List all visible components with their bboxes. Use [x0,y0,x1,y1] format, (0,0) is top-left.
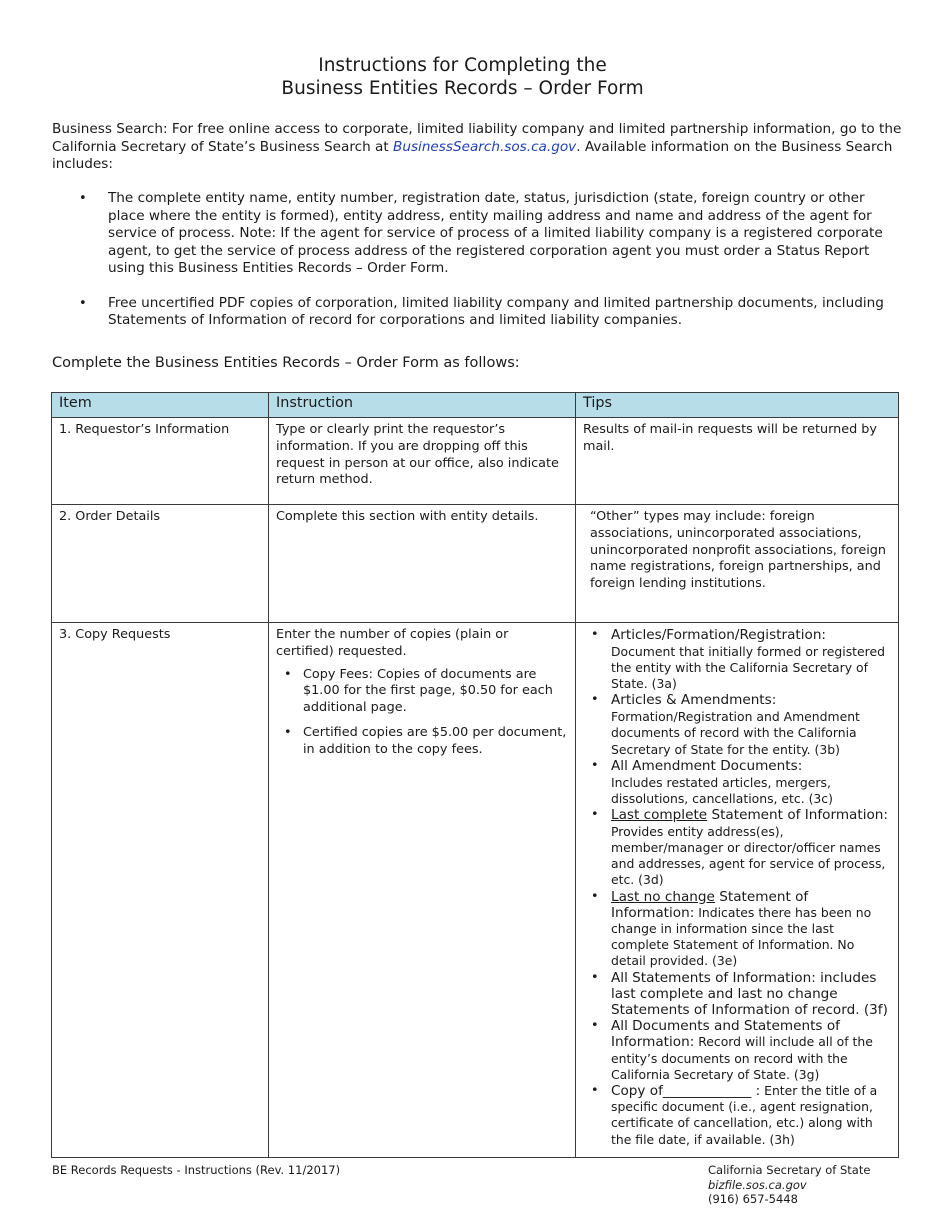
bullet-icon: • [591,1083,599,1099]
list-item [52,295,902,330]
bullet-icon: • [284,666,292,682]
list-item [583,970,891,1019]
tips-cell [576,623,899,1158]
fee-list [276,667,568,759]
bullet-icon: • [79,191,87,206]
item-cell: 1. Requestor’s Information [52,418,269,505]
list-item [583,889,891,970]
bullet-icon: • [591,757,599,773]
instructions-table [51,392,899,1158]
bullet-text: Free uncertified PDF copies of corporation, limited liability company and limited partnership documents, including Statements of Information of record for corporations and limited liability companies. [108,294,884,328]
table-header-row [52,393,899,418]
bullet-icon: • [591,969,599,985]
fee-text: Copy Fees: Copies of documents are $1.00 for the first page, $0.50 for each additional page. [303,666,553,716]
instruction-cell: Type or clearly print the requestor’s information. If you are dropping off this request in person at our office, also indicate return method. [269,418,576,505]
table-lead-text: Complete the Business Entities Records – Order Form as follows: [52,355,520,371]
item-cell: 2. Order Details [52,505,269,623]
tips-cell: “Other” types may include: foreign associations, unincorporated associations, unincorporated nonprofit associations, foreign name registrations, foreign partnerships, and foreign lending institutions. [576,505,899,623]
table-row [52,623,899,1158]
list-item [583,758,891,807]
tip-heading: Copy of_____________ : [611,1083,761,1100]
tips-cell: Results of mail-in requests will be returned by mail. [576,418,899,505]
tip-underlined: Last no change [611,888,715,905]
list-item [583,1018,891,1083]
title-line-2: Business Entities Records – Order Form [281,78,644,99]
instruction-text: Enter the number of copies (plain or certified) requested. [276,627,509,659]
tip-heading: All Amendment Documents: [611,757,803,774]
instruction-cell: Complete this section with entity details. [269,505,576,623]
tip-description: Includes restated articles, mergers, dissolutions, cancellations, etc. (3c) [611,774,833,806]
bullet-icon: • [591,888,599,904]
tip-heading: Articles/Formation/Registration: [611,627,827,643]
list-item [583,807,891,889]
bullet-icon: • [591,807,599,823]
header-tips: Tips [576,393,899,418]
list-item [583,1083,891,1148]
page-title [0,54,925,100]
header-instruction: Instruction [269,393,576,418]
title-line-1: Instructions for Completing the [318,55,607,76]
tip-heading: Articles & Amendments: [611,692,777,709]
table-row [52,505,899,623]
bullet-text: The complete entity name, entity number, registration date, status, jurisdiction (state, foreign country or other place where the entity is formed), entity address, entity mailing address and name and address of the agent for service of process. Note: If the agent for service of process of a limited liability company is a registered corporate agent, to get the service of process address of the registered corporation agent you must order a Status Report using this Business Entities Records – Order Form. [108,190,883,276]
footer-revision: BE Records Requests - Instructions (Rev. 11/2017) [52,1163,341,1177]
bullet-icon: • [79,295,87,311]
business-search-bullets [52,190,902,347]
business-search-link[interactable]: BusinessSearch.sos.ca.gov [393,138,577,155]
list-item [583,692,891,757]
tip-description: Formation/Registration and Amendment documents of record with the California Secretary of State for the entity. (3b) [611,709,860,757]
tip-heading-rest: Statement of Information: [611,888,809,921]
tip-description: Enter the title of a specific document (i.e., agent resignation, certificate of cancellation, etc.) along with the file date, if available. (3h) [611,1083,878,1147]
tip-combined [611,970,891,1019]
tip-heading: All Statements of Information: [611,969,816,986]
header-item: Item [52,393,269,418]
tip-combined [611,1018,891,1083]
tip-heading: All Documents and Statements of Information: [611,1018,840,1051]
bullet-icon: • [591,692,599,708]
tip-heading [611,807,891,824]
bullet-icon: • [591,1018,599,1034]
tip-combined [611,1083,891,1148]
intro-suffix: . Available information on the Business Search includes: [52,138,893,172]
table-row [52,418,899,505]
copy-types-list [583,627,891,1148]
bullet-icon: • [284,724,292,740]
footer-contact [708,1163,870,1207]
tip-underlined: Last complete [611,807,708,824]
item-cell: 3. Copy Requests [52,623,269,1158]
fee-text: Certified copies are $5.00 per document, in addition to the copy fees. [303,724,567,757]
list-item [276,725,568,759]
footer-website: bizfile.sos.ca.gov [708,1177,807,1192]
intro-paragraph [52,121,902,174]
tip-description-lead: includes last complete and last no change Statements of Information of record. (3f) [611,969,888,1019]
list-item [583,627,891,692]
bullet-icon: • [591,627,599,642]
footer-phone: (916) 657-5448 [708,1192,798,1206]
tip-combined [611,889,891,970]
list-item [52,190,902,278]
tip-description: Record will include all of the entity’s documents on record with the California Secretary of State. (3g) [611,1034,873,1082]
list-item [276,667,568,717]
instruction-cell [269,623,576,1158]
tip-description: Provides entity address(es), member/manager or director/officer names and addresses, agent for service of process, etc. (3d) [611,823,886,888]
tip-description: Indicates there has been no change in information since the last complete Statement of Information. No detail provided. (3e) [611,904,872,969]
intro-prefix: Business Search: For free online access to corporate, limited liability company and limited partnership information, go to the California Secretary of State’s Business Search at [52,121,902,155]
footer-agency: California Secretary of State [708,1163,871,1177]
tip-description: Document that initially formed or registered the entity with the California Secretary of State. (3a) [611,643,885,692]
tip-heading-rest: Statement of Information: [707,807,889,824]
